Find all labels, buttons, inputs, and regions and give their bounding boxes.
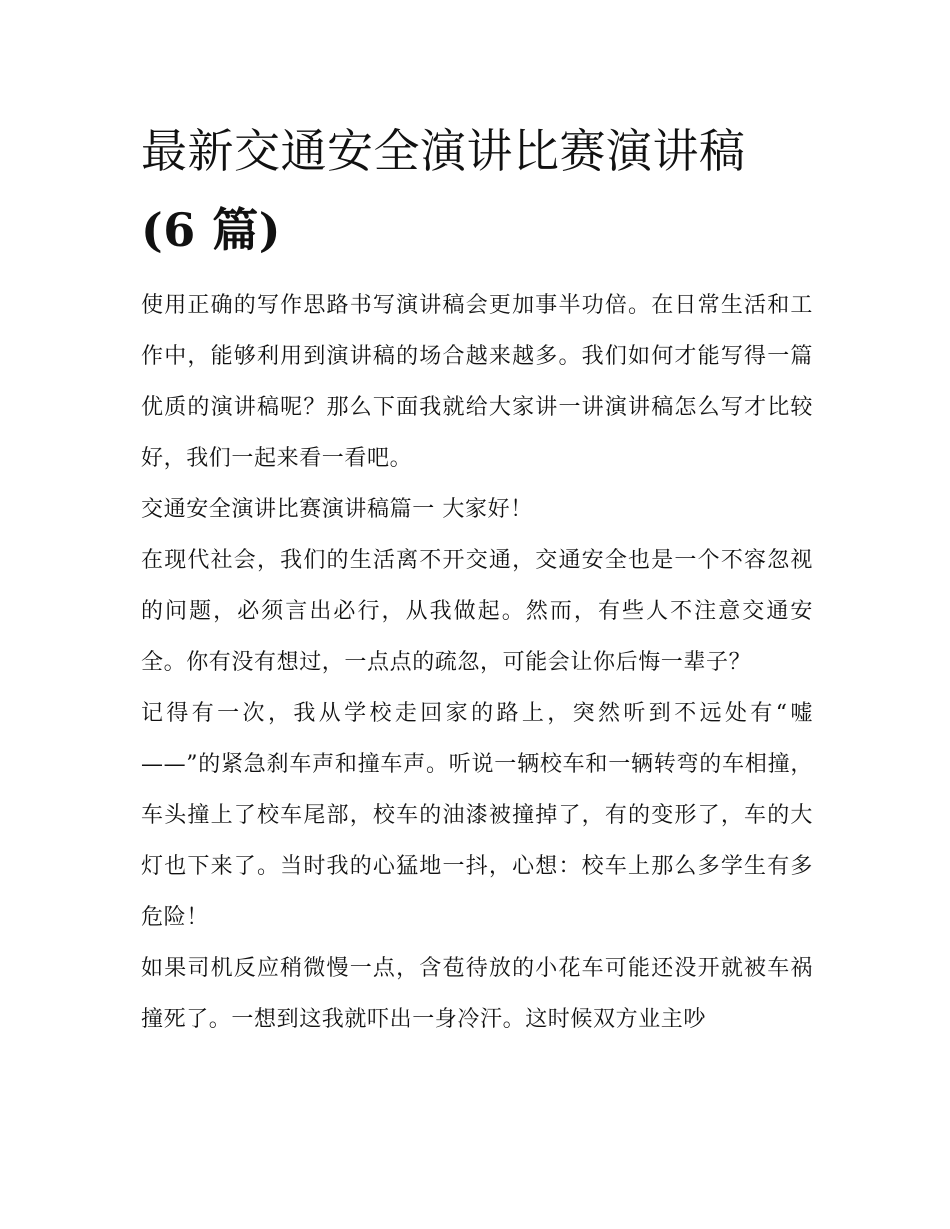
document-title (141, 112, 813, 270)
paragraph-section-heading: 交通安全演讲比赛演讲稿篇一 大家好！ (141, 497, 533, 522)
document-content (141, 112, 813, 1045)
paragraph-body-2: 记得有一次，我从学校走回家的路上，突然听到不远处有“嘘——”的紧急刹车声和撞车声。听说一辆校车和一辆转弯的车相撞，车头撞上了校车尾部，校车的油漆被撞掉了，有的变形了，车的大灯也下来了。当时我的心猛地一抖，心想：校车上那么多学生有多危险！ (141, 701, 813, 930)
title-line-2: (6 篇) (141, 203, 282, 257)
paragraph-intro: 使用正确的写作思路书写演讲稿会更加事半功倍。在日常生活和工作中，能够利用到演讲稿的场合越来越多。我们如何才能写得一篇优质的演讲稿呢？那么下面我就给大家讲一讲演讲稿怎么写才比较好，我们一起来看一看吧。 (141, 293, 813, 471)
title-block (141, 112, 813, 270)
paragraph-body-3: 如果司机反应稍微慢一点，含苞待放的小花车可能还没开就被车祸撞死了。一想到这我就吓出一身冷汗。这时候双方业主吵 (141, 956, 813, 1032)
title-line-1: 最新交通安全演讲比赛演讲稿 (141, 124, 746, 178)
paragraph-body-1: 在现代社会，我们的生活离不开交通，交通安全也是一个不容忽视的问题，必须言出必行，从我做起。然而，有些人不注意交通安全。你有没有想过，一点点的疏忽，可能会让你后悔一辈子？ (141, 548, 813, 675)
